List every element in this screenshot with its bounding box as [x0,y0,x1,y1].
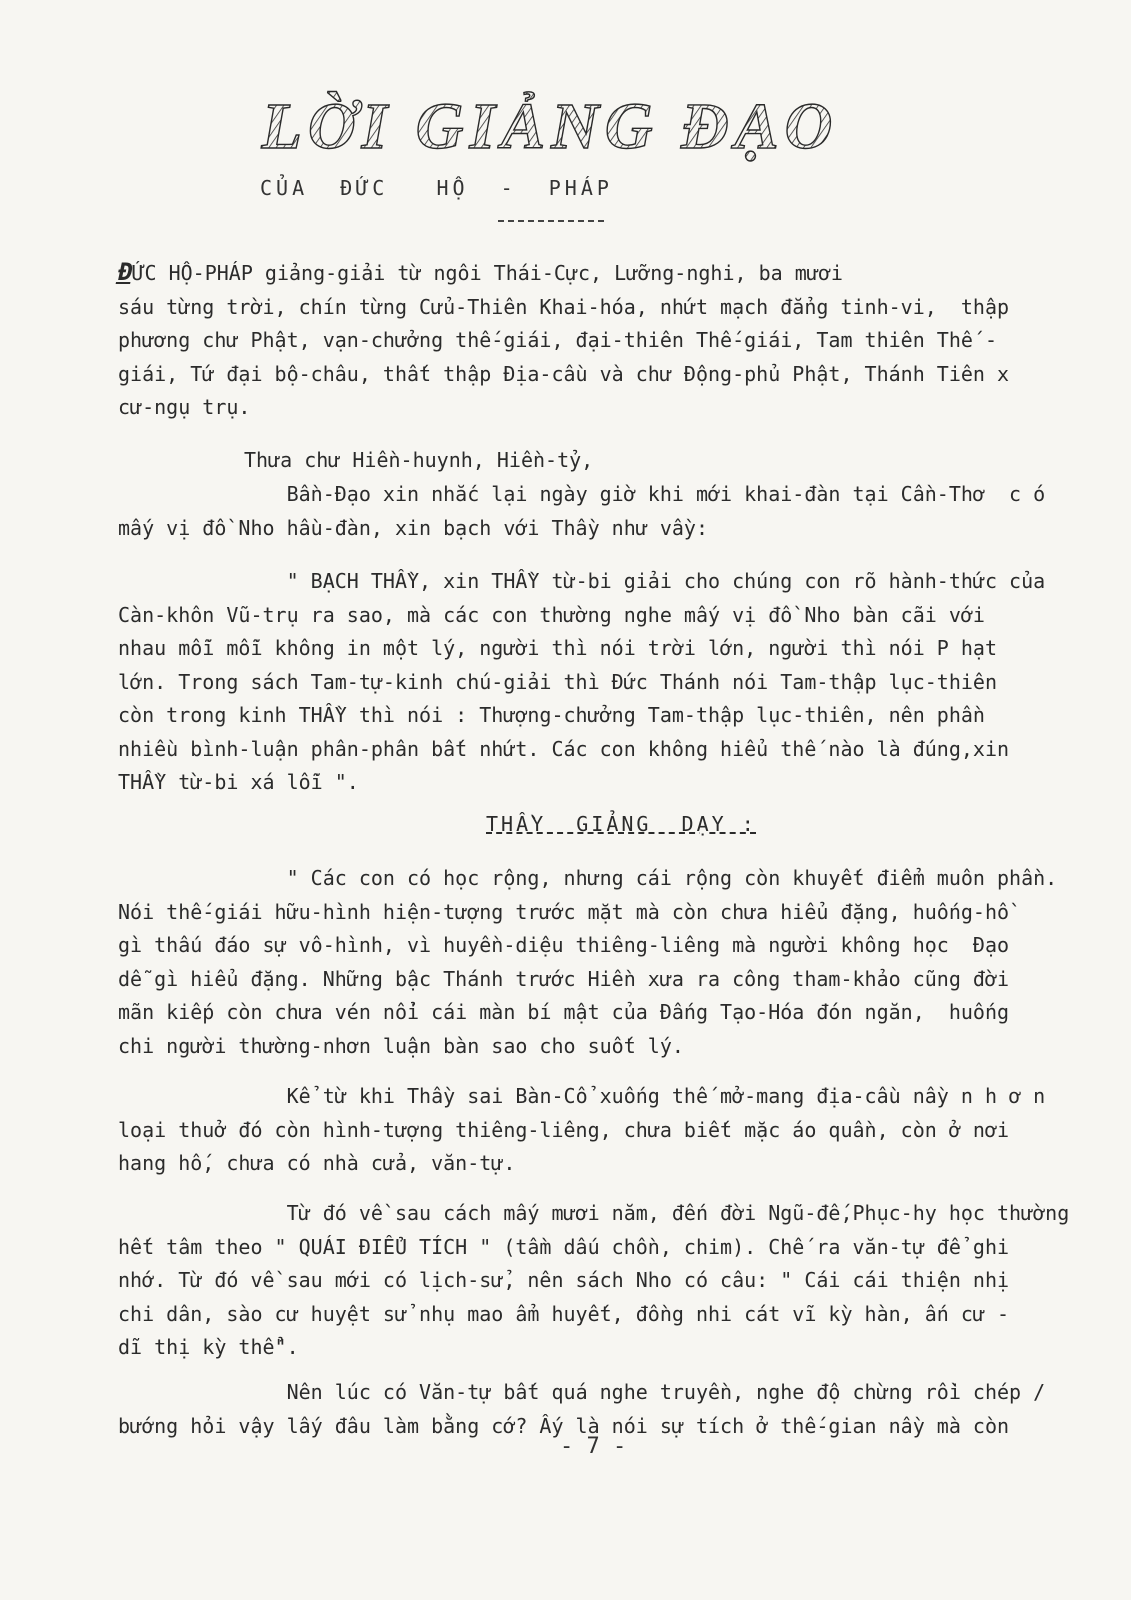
text-line: ỨC HỘ-PHÁP giảng-giải từ ngôi Thái-Cực, Lưỡng-nghi, ba mươi [132,261,843,285]
text-line: Nên lúc có Văn-tự bất quá nghe truyền, nghe độ chừng rồi chép / [286,1380,1046,1404]
text-line: chi người thường-nhơn luận bàn sao cho suốt lý. [118,1033,684,1058]
text-line: nhau mỗi mỗi không in một lý, người thì nói trời lớn, người thì nói P hạt [118,636,997,660]
text-line: hang hố, chưa có nhà cửa, văn-tự. [118,1151,516,1175]
text-line: loại thuở đó còn hình-tượng thiêng-liêng, chưa biết mặc áo quần, còn ở nơi [118,1117,1010,1142]
drop-cap: Đ [115,258,136,286]
subtitle: CỦA ĐỨC HỘ - PHÁP [260,176,613,200]
text-line: bướng hỏi vậy lấy đâu làm bằng cớ? Ấy là nói sự tích ở thế-gian nầy mà còn [118,1413,1010,1438]
text-line: Càn-khôn Vũ-trụ ra sao, mà các con thường nghe mấy vị đồ Nho bàn cãi với [118,602,985,627]
text-line: mãn kiếp còn chưa vén nổi cái màn bí mật của Đấng Tạo-Hóa đón ngăn, huống [118,1000,1010,1024]
paragraph-3 [118,565,1068,800]
text-line: Bần-Đạo xin nhắc lại ngày giờ khi mới khai-đàn tại Cần-Thơ c ó [286,482,1046,506]
greeting: Thưa chư Hiền-huynh, Hiền-tỷ, [244,448,594,472]
text-line: lớn. Trong sách Tam-tự-kinh chú-giải thì Đức Thánh nói Tam-thập lục-thiên [118,669,997,694]
text-line: " Các con có học rộng, nhưng cái rộng còn khuyết điểm muôn phần. [286,866,1058,890]
title-lettering-graphic [225,84,875,164]
paragraph-6 [118,1197,1068,1365]
section-heading: THẦY GIẢNG DẠY : [486,812,757,836]
paragraph-5 [118,1080,1068,1181]
svg-text:LỜI GIẢNG ĐẠO: LỜI GIẢNG ĐẠO [261,90,839,163]
text-line: nhiều bình-luận phân-phân bất nhứt. Các con không hiểu thế nào là đúng,xin [118,736,1010,761]
text-line: Kể từ khi Thầy sai Bàn-Cổ xuống thế mở-mang địa-cầu nầy n h ơ n [286,1084,1046,1108]
divider [498,220,604,222]
paragraph-intro [115,256,1068,425]
text-line: dễ gì hiểu đặng. Những bậc Thánh trước Hiền xưa ra công tham-khảo cũng đời [118,966,1010,991]
text-line: gì thấu đáo sự vô-hình, vì huyền-diệu thiêng-liêng mà người không học Đạo [118,933,1010,957]
text-line: THẦY từ-bi xá lỗi ". [118,770,359,794]
text-line: còn trong kinh THẦY thì nói : Thượng-chưởng Tam-thập lục-thiên, nên phần [118,703,985,727]
text-line: hết tâm theo " QUÁI ĐIỂU TÍCH " (tầm dấu chồn, chim). Chế ra văn-tự để ghi [118,1234,1010,1259]
text-line: Nói thế-giái hữu-hình hiện-tượng trước mặt mà còn chưa hiểu đặng, huống-hồ [118,899,1010,924]
text-line: " BẠCH THẦY, xin THẦY từ-bi giải cho chúng con rõ hành-thức của [286,569,1046,593]
text-line: mấy vị đồ Nho hầu-đàn, xin bạch với Thầy như vầy: [118,515,709,540]
paragraph-7 [118,1376,1068,1443]
paragraph-4 [118,862,1068,1063]
text-line: Từ đó về sau cách mấy mươi năm, đến đời Ngũ-đế,Phục-hy học thường [286,1201,1070,1225]
decorative-title [225,84,875,164]
text-line: sáu từng trời, chín từng Cửu-Thiên Khai-hóa, nhứt mạch đẳng tinh-vi, thập [118,294,1010,319]
text-line: dĩ thị kỳ thể". [118,1335,299,1359]
text-line: giái, Tứ đại bộ-châu, thất thập Địa-cầu và chư Động-phủ Phật, Thánh Tiên x [118,361,1010,386]
text-line: chi dân, sào cư huyệt sử nhụ mao ẩm huyết, đồng nhi cát vĩ kỳ hàn, ấn cư - [118,1301,1010,1326]
text-line: cư-ngụ trụ. [118,395,251,419]
text-line: nhớ. Từ đó về sau mới có lịch-sử, nên sách Nho có câu: " Cái cái thiện nhị [118,1268,1010,1292]
paragraph-2 [118,478,1068,545]
text-line: phương chư Phật, vạn-chưởng thế-giái, đại-thiên Thế-giái, Tam thiên Thế - [118,328,997,352]
page-number: - 7 - [560,1434,627,1459]
